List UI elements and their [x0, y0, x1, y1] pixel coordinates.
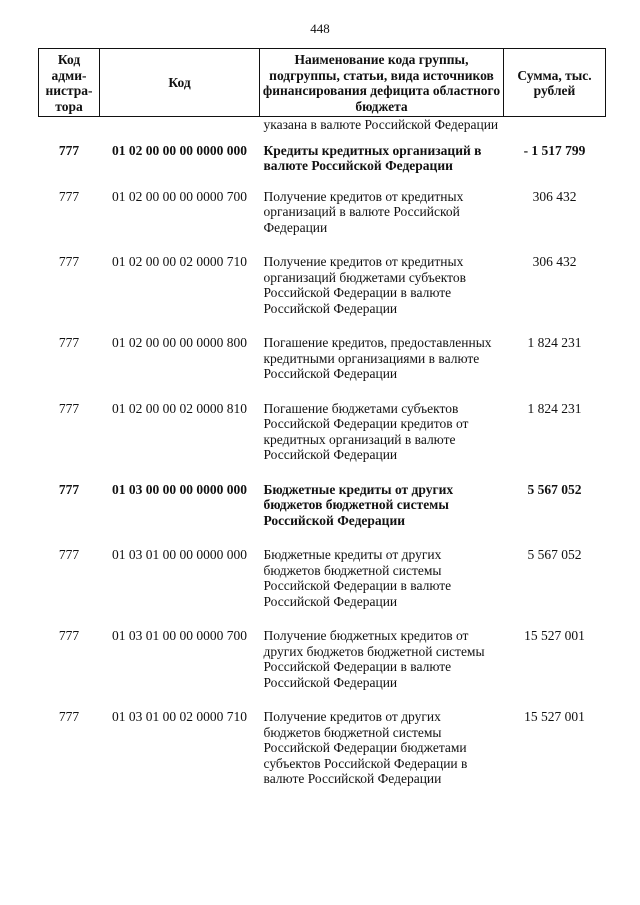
row-name: Получение кредитов от кредитных организаций бюджетами субъектов Российской Федерации в валюте Российской Федерации: [263, 254, 466, 316]
row-admin-code: 777: [58, 188, 80, 204]
row-amount: 306 432: [532, 188, 577, 204]
table-header-row: [39, 49, 606, 117]
row-amount: 306 432: [532, 254, 577, 269]
header-amount: Сумма, тыс. рублей: [504, 49, 606, 117]
row-name: Получение кредитов от других бюджетов бюджетной системы Российской Федерации бюджетами субъектов Российской Федерации в валюте Российской Федерации: [263, 709, 468, 786]
row-admin-code: 777: [58, 547, 80, 562]
row-amount: 15 527 001: [524, 628, 585, 643]
row-code: 01 02 00 00 00 0000 700: [112, 188, 247, 204]
row-name: Бюджетные кредиты от других бюджетов бюджетной системы Российской Федерации: [263, 481, 454, 528]
row-amount: 1 824 231: [527, 335, 582, 350]
row-code: 01 03 01 00 00 0000 000: [112, 547, 247, 562]
header-name: Наименование кода группы, подгруппы, статьи, вида источников финансирования дефицита областного бюджета: [260, 49, 504, 117]
row-amount: 15 527 001: [524, 709, 585, 724]
table-row: [39, 547, 606, 628]
table-row: [39, 628, 606, 709]
table-row: [39, 335, 606, 401]
row-amount: 5 567 052: [527, 481, 582, 497]
row-name: Погашение бюджетами субъектов Российской Федерации кредитов от кредитных организаций в валюте Российской Федерации: [263, 400, 469, 462]
row-admin-code: 777: [58, 335, 80, 350]
header-admin-code: Код адми-нистра-тора: [39, 49, 100, 117]
row-code: 01 02 00 00 02 0000 710: [112, 254, 247, 269]
budget-table: [38, 48, 606, 806]
table-row: [39, 401, 606, 482]
row-amount: 1 824 231: [527, 400, 582, 416]
row-name: Погашение кредитов, предоставленных кредитными организациями в валюте Российской Федерации: [263, 335, 492, 381]
row-amount: - 1 517 799: [523, 142, 586, 158]
row-code: 01 03 00 00 00 0000 000: [112, 481, 247, 497]
row-admin-code: 777: [58, 628, 80, 643]
table-row: [39, 254, 606, 335]
row-code: 01 02 00 00 02 0000 810: [112, 400, 247, 416]
header-code: Код: [100, 49, 260, 117]
row-code: 01 03 01 00 02 0000 710: [112, 709, 247, 724]
row-name: Кредиты кредитных организаций в валюте Российской Федерации: [263, 142, 482, 173]
page-number: 448: [310, 21, 330, 36]
row-admin-code: 777: [58, 709, 80, 724]
table-row: [39, 709, 606, 806]
continuation-text: указана в валюте Российской Федерации: [263, 117, 499, 132]
row-code: 01 02 00 00 00 0000 000: [112, 142, 247, 158]
table-row: [39, 189, 606, 255]
continuation-row: [39, 117, 606, 143]
row-name: Получение кредитов от кредитных организаций в валюте Российской Федерации: [263, 188, 464, 235]
table-row: [39, 143, 606, 189]
row-admin-code: 777: [58, 481, 80, 497]
row-amount: 5 567 052: [527, 547, 582, 562]
row-admin-code: 777: [58, 142, 80, 158]
row-admin-code: 777: [58, 254, 80, 269]
row-name: Бюджетные кредиты от других бюджетов бюджетной системы Российской Федерации в валюте Российской Федерации: [263, 547, 452, 609]
row-code: 01 02 00 00 00 0000 800: [112, 335, 247, 350]
row-admin-code: 777: [58, 400, 80, 416]
table-row: [39, 482, 606, 548]
row-name: Получение бюджетных кредитов от других бюджетов бюджетной системы Российской Федерации в валюте Российской Федерации: [263, 628, 485, 690]
row-code: 01 03 01 00 00 0000 700: [112, 628, 247, 643]
